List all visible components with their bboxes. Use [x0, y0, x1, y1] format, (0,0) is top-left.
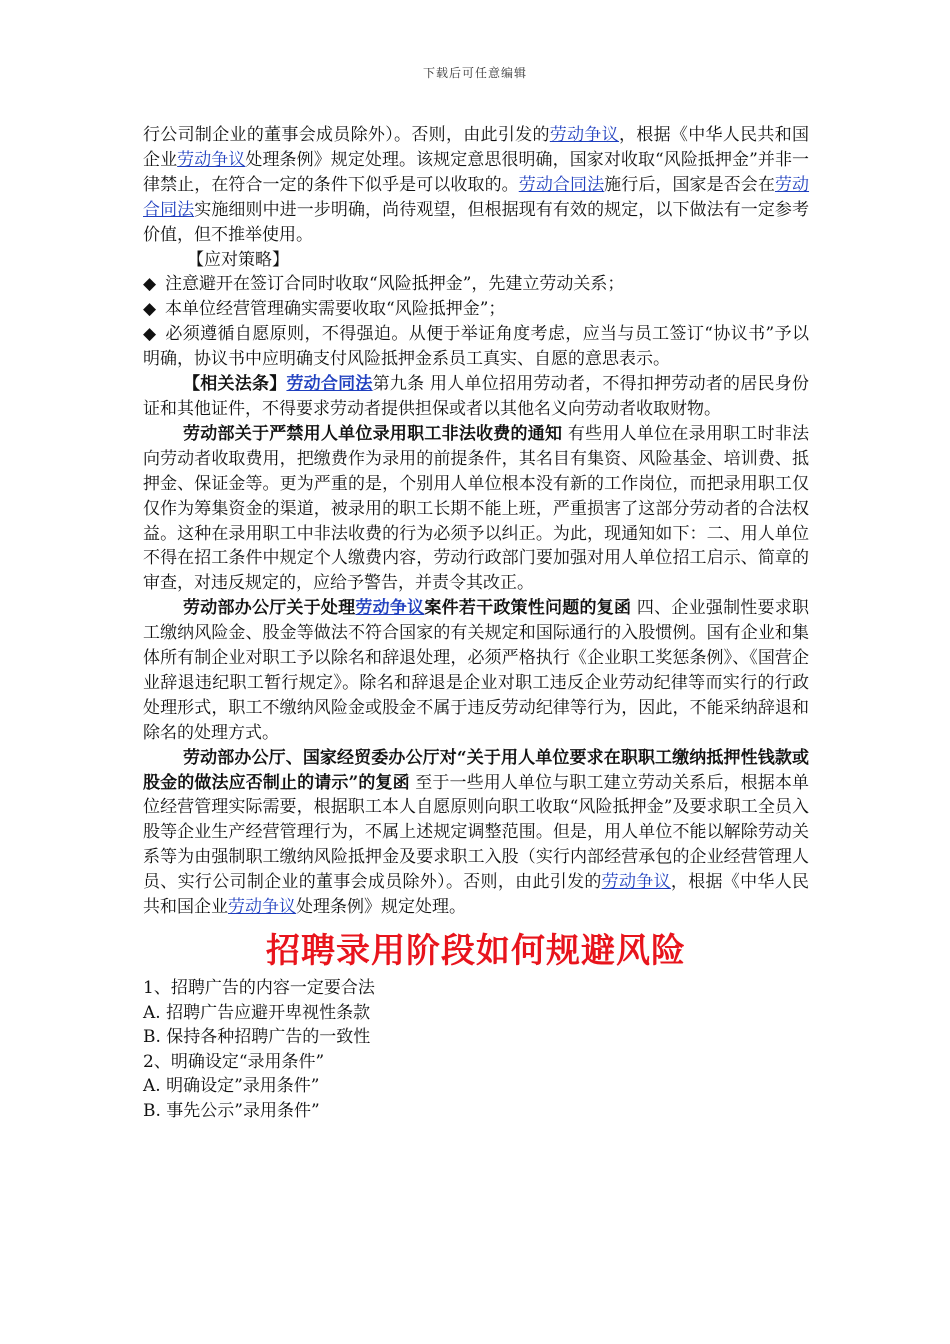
strategy-item-text: 必须遵循自愿原则，不得强迫。从便于举证角度考虑，应当与员工签订“协议书”予以明确，协议书中应明确支付风险抵押金系员工真实、自愿的意思表示。	[143, 324, 809, 370]
notice-title: 劳动部关于严禁用人单位录用职工非法收费的通知	[183, 423, 563, 444]
text-run: 至于一些用人单位与职工建立劳动关系后，根据本单位经营管理实际需要，根据职工本人自愿原则向职工收取“风险抵押金”及要求职工全员入股等企业生产经营管理行为，不属上述规定调整范围。但是，用人单位不能以解除劳动关系等为由强制职工缴纳风险抵押金及要求职工入股（实行内部经营承包的企业经营管理人员、实行公司制企业的董事会成员除外）。否则，由此引发的	[143, 772, 810, 893]
link-labor-dispute[interactable]: 劳动争议	[601, 872, 671, 893]
strategy-item-text: 本单位经营管理确实需要收取“风险抵押金”；	[165, 299, 506, 320]
link-labor-contract-law[interactable]: 劳动合同法	[518, 174, 605, 195]
paragraph-notice-illegal-fees	[143, 422, 809, 596]
paragraph-notice-dispute-policy	[143, 596, 809, 745]
paragraph-notice-deposit-reply	[143, 746, 809, 920]
text-run: 行公司制企业的董事会成员除外）。否则，由此引发的	[143, 125, 550, 145]
list-item: 2、明确设定“录用条件”	[143, 1051, 325, 1072]
notice-title: 案件若干政策性问题的复函	[424, 598, 632, 619]
text-run: 第九条 用人单位招用劳动者，不得扣押劳动者的居民身份证和其他证件，不得要求劳动者提供担保或者以其他名义向劳动者收取财物。	[143, 374, 810, 419]
related-law-label: 【相关法条】	[183, 374, 287, 395]
strategy-item	[143, 272, 809, 297]
link-labor-dispute[interactable]: 劳动争议	[355, 598, 425, 619]
text-run: 有些用人单位在录用职工时非法向劳动者收取费用，把缴费作为录用的前提条件，其名目有集资、风险基金、培训费、抵押金、保证金等。更为严重的是，个别用人单位根本没有新的工作岗位，而把录用职工仅仅作为筹集资金的渠道，被录用的职工长期不能上班，严重损害了这部分劳动者的合法权益。这种在录用职工中非法收费的行为必须予以纠正。为此，现通知如下：二、用人单位不得在招工条件中规定个人缴费内容，劳动行政部门要加强对用人单位招工启示、简章的审查，对违反规定的，应给予警告，并责令其改正。	[143, 423, 810, 594]
diamond-bullet-icon: ◆	[143, 299, 157, 320]
text-run: 施行后，国家是否会在	[604, 174, 775, 195]
text-run: 处理条例》规定处理。该规定意思很明确，国家对收取“风险抵押金”并非一律禁止，在符合一定的条件下似乎是可以收取的。	[143, 149, 810, 195]
paragraph-risk-deposit	[143, 123, 809, 248]
strategy-heading: 【应对策略】	[187, 249, 289, 270]
text-run: ，根据《中华人民共和国企业	[143, 872, 810, 918]
link-labor-contract-law[interactable]: 劳动合同法	[143, 174, 810, 220]
link-labor-dispute[interactable]: 劳动争议	[177, 149, 246, 170]
list-item: 1、招聘广告的内容一定要合法	[143, 978, 375, 998]
text-run: ，根据《中华人民共和国企业	[143, 125, 810, 170]
diamond-bullet-icon: ◆	[143, 324, 157, 345]
document-body	[143, 123, 809, 1124]
text-run: 处理条例》规定处理。	[296, 897, 466, 918]
paragraph-related-law	[143, 372, 809, 422]
strategy-item-text: 注意避开在签订合同时收取“风险抵押金”，先建立劳动关系；	[165, 274, 625, 295]
link-labor-dispute[interactable]: 劳动争议	[549, 125, 619, 145]
list-item: B. 事先公示”录用条件”	[143, 1100, 320, 1121]
list-item: A. 招聘广告应避开卑视性条款	[143, 1002, 371, 1023]
text-run: 四、企业强制性要求职工缴纳风险金、股金等做法不符合国家的有关规定和国际通行的入股惯例。国有企业和集体所有制企业对职工予以除名和辞退处理，必须严格执行《企业职工奖惩条例》、《国营企业辞退违纪职工暂行规定》。除名和辞退是企业对职工违反企业劳动纪律等而实行的行政处理形式，职工不缴纳风险金或股金不属于违反劳动纪律等行为，因此，不能采纳辞退和除名的处理方式。	[143, 598, 810, 743]
list-item: B. 保持各种招聘广告的一致性	[143, 1027, 371, 1048]
notice-title: 劳动部办公厅、国家经贸委办公厅对“关于用人单位要求在职职工缴纳抵押性钱款或股金的做法应否制止的请示”的复函	[143, 747, 809, 793]
link-labor-dispute[interactable]: 劳动争议	[228, 897, 296, 918]
recruitment-list	[143, 976, 809, 1124]
list-item: A. 明确设定”录用条件”	[143, 1076, 320, 1097]
page-header-note: 下载后可任意编辑	[422, 66, 527, 80]
link-labor-contract-law[interactable]: 劳动合同法	[286, 374, 373, 395]
diamond-bullet-icon: ◆	[143, 274, 157, 295]
section-headline: 招聘录用阶段如何规避风险	[266, 931, 686, 971]
text-run: 实施细则中进一步明确，尚待观望，但根据现有有效的规定，以下做法有一定参考价值，但不推举使用。	[143, 199, 810, 245]
strategy-item	[143, 297, 809, 322]
strategy-item	[143, 322, 809, 372]
notice-title: 劳动部办公厅关于处理	[183, 598, 356, 619]
